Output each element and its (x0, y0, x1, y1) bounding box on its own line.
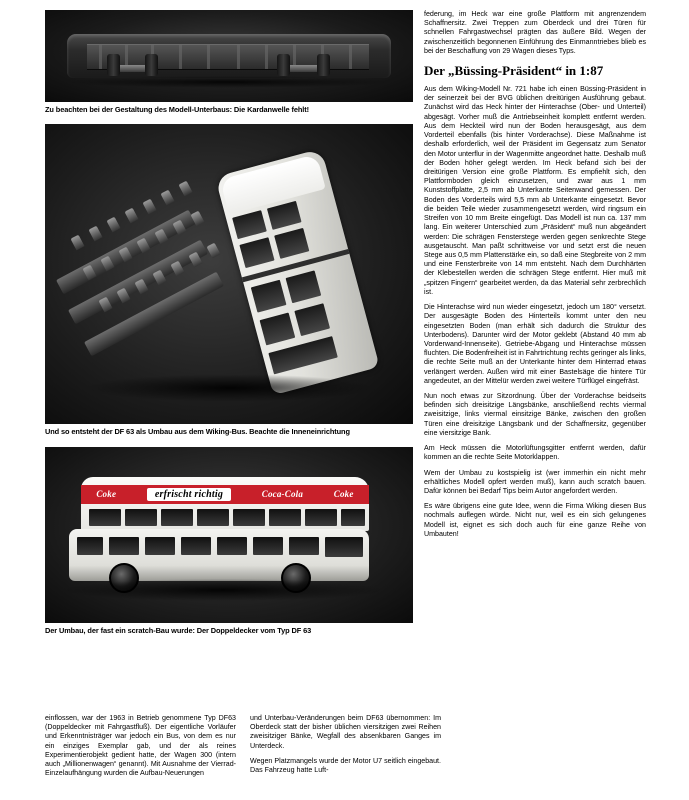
caption-chassis: Zu beachten bei der Gestaltung des Modell-Unterbaus: Die Kardanwelle fehlt! (45, 105, 309, 114)
paragraph: Wegen Platzmangels wurde der Motor U7 seitlich eingebaut. Das Fahrzeug hatte Luft- (250, 756, 441, 775)
bottom-column-1 (45, 714, 236, 785)
wheel (145, 54, 158, 76)
drop-shadow (85, 374, 375, 402)
article-right-column (424, 10, 646, 545)
coca-cola-advert-band (81, 485, 369, 504)
advert-slogan: erfrischt richtig (147, 488, 231, 501)
paragraph: Aus dem Wiking-Modell Nr. 721 habe ich einen Büssing-Präsident in der seinerzeit bei der BVG üblichen dreitürigen Ausführung gebaut. Zunächst wird das Heck hinter der Hinterachse (Ober- und Unterteil) abgesägt. Vorher muß die Antriebseinheit komplett entfernt werden. Aus dem Heckteil wird nun der Boden herausgesägt, aus dem Vorderteil ebenfalls (bis hinter Vorderachse). Diese Maßnahme ist deshalb erforderlich, weil der Präsident im Gegensatz zum Senator den Motor unterflur in der Wagenmitte angeordnet hatte. Deshalb muß der Boden höher gelegt werden. Im Heck befand sich bei der dreitürigen Version eine große Plattform. Es empfiehlt sich, den Plattformboden gleich einzusetzen, und zwar aus 1 mm Kunststoffplatte, 2,5 mm ab Unterkante Seitenwand gemessen. Der Boden des Vorderteils wird 5,5 mm ab Unterkante eingesetzt. Bevor die beiden Teile wieder zusammengesetzt werden, wird ringsum ein Streifen von 10 mm Breite eingefügt. Das Modell ist nun ca. 137 mm lang. Ein weiterer Unterschied zum „Präsident“ muß nun abgeändert werden: Die schrägen Fensterstege werden gegen senkrechte Stege ausgetauscht. Man paßt schrittweise vor und setzt erst die neuen Stege aus 0,5 mm Plattenstärke ein, so daß eine Stegbreite von 2 mm und eine Fensterbreite von 14 mm entsteht. Nach dem Durchhärten der Klebestellen werden die schrägen Stege entfernt. Hier muß mit „spitzen Fingern“ gearbeitet werden, da das Material sehr zerbrechlich ist. (424, 85, 646, 296)
paragraph: Am Heck müssen die Motorlüftungsgitter entfernt werden, dafür kommen an die rechte Seite Motorklappen. (424, 444, 646, 462)
drop-shadow (63, 76, 393, 88)
photo-interior-and-bus (45, 124, 413, 424)
bottom-column-2 (250, 714, 441, 785)
article-bottom-columns (45, 714, 646, 785)
bus-shell (186, 139, 413, 409)
article-headline: Der „Büssing-Präsident“ in 1:87 (424, 63, 604, 79)
paragraph: Wem der Umbau zu kostspielig ist (wer immerhin ein nicht mehr erhältliches Modell opfert werden muß), kann auch scratch bauen. Dafür können bei Bedarf Tips beim Autor angefordert werden. (424, 468, 646, 495)
paragraph-intro: federung, im Heck war eine große Plattform mit angrenzendem Schaffnersitz. Zwei Treppen zum Oberdeck und drei Türen für schnellen Fahrgastwechsel prägten das äußere Bild. Wegen der zwischenzeitlich begonnenen Einführung des Einmanntriebes blieb es bei der Beschaffung von 29 Wagen dieses Typs. (424, 10, 646, 55)
paragraph: Es wäre übrigens eine gute Idee, wenn die Firma Wiking diesen Bus nochmals auflegen würde. Nicht nur, weil es ein sich gelungenes Modell ist, eignet es sich doch auch für eine ganze Reihe von Umbauten! (424, 502, 646, 538)
caption-finished-bus: Der Umbau, der fast ein scratch-Bau wurde: Der Doppeldecker vom Typ DF 63 (45, 625, 312, 635)
double-decker-model (69, 471, 385, 591)
wheel (107, 54, 120, 76)
image-column (45, 10, 413, 645)
advert-right-label: Coke (333, 489, 354, 499)
wheel (317, 54, 330, 76)
paragraph: Nun noch etwas zur Sitzordnung. Über der Vorderachse beidseits befinden sich dreisitzige Längsbänke, anschließend rechts viermal zweisitzige, links viermal einsitzige Bänke, zwischen den großen Türen eine dreisitzige Längsbank und der Schaffnersitz, gegenüber eine viersitzige Bank. (424, 392, 646, 437)
paragraph: und Unterbau-Veränderungen beim DF63 übernommen: Im Oberdeck statt der bisher üblichen viersitzigen zwei Reihen zweisitziger Bänke, Wegfall des absenkbaren Ganges im Unterdeck. (250, 714, 441, 750)
figure-chassis (45, 10, 413, 120)
photo-chassis-underside (45, 10, 413, 102)
wheel (277, 54, 290, 76)
figure-finished-bus (45, 447, 413, 641)
figure-conversion (45, 124, 413, 442)
photo-double-decker (45, 447, 413, 623)
drop-shadow (65, 579, 381, 601)
paragraph: Die Hinterachse wird nun wieder eingesetzt, jedoch um 180° versetzt. Der ausgesägte Boden des Hinterteils kommt unter den neu eingesetzten Boden (man erhält sich dadurch die Struktur des Unterbodens). Darunter wird der Motor geklebt (Abstand 40 mm ab Vorderwand-Innenseite). Getriebe-Abgang und Hinterachse müssen fluchten. Die Bodenfreiheit ist in Fahrtrichtung rechts geringer als links, die rechte Seite muß an der Unterkante hinter dem Hinterrad etwas verlängert werden. Außen wird mit einer Bastelsäge die hintere Tür angedeutet, an der Mittelür werden zwei weitere Türflügel eingefräst. (424, 303, 646, 385)
caption-conversion: Und so entsteht der DF 63 als Umbau aus dem Wiking-Bus. Beachte die Inneneinrichtung (45, 427, 350, 437)
bottom-column-3 (455, 714, 646, 785)
paragraph: einflossen, war der 1963 in Betrieb genommene Typ DF63 (Doppeldecker mit Fahrgastfluß). Der eigentliche Vorläufer und Erkenntnisträger war jedoch ein Bus, von dem es nur ein einziges Exemplar gab, und der als reines Experimentierobjekt gedient hatte, der Wagen 300 (intern auch „Millionenwagen“ genannt). Mit Ausnahme der Vierrad-Einzelaufhängung wurden die Aufbau-Neuerungen (45, 714, 236, 778)
advert-left-label: Coke (96, 489, 117, 499)
interior-floor-strip (84, 272, 224, 357)
advert-brand-label: Coca-Cola (261, 489, 304, 499)
